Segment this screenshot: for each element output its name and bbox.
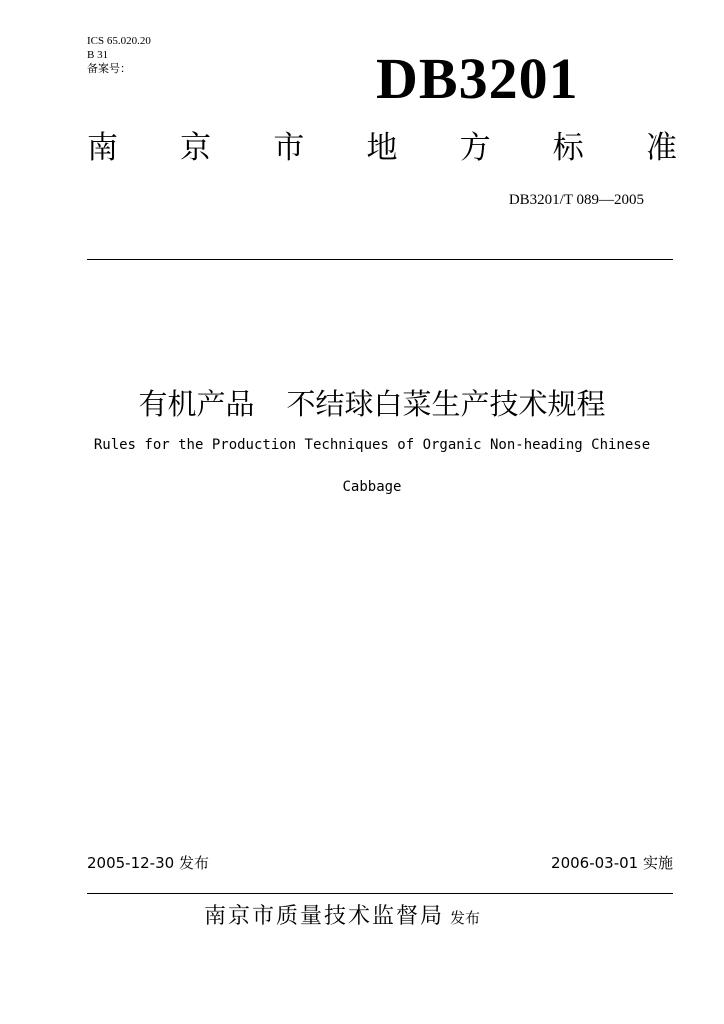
- chinese-title-part2: 不结球白菜生产技术规程: [286, 387, 606, 421]
- top-divider: [87, 259, 673, 260]
- bottom-divider: [87, 893, 673, 894]
- chinese-title: [0, 382, 724, 426]
- english-title-line2: Cabbage: [342, 479, 402, 495]
- issuer-organization: 南京市质量技术监督局: [204, 904, 445, 929]
- filing-number-label: 备案号：: [87, 63, 131, 75]
- standard-type-char: 市: [273, 130, 305, 166]
- standard-number: DB3201/T 089—2005: [508, 192, 644, 208]
- standard-type-char: 方: [459, 130, 491, 166]
- issuer: [204, 900, 480, 935]
- issue-date: 2005-12-30 发布: [87, 854, 209, 872]
- standard-type-char: 准: [645, 130, 677, 166]
- standard-type-char: 标: [552, 130, 584, 166]
- standard-type-char: 京: [180, 130, 212, 166]
- standard-type-title: [87, 128, 677, 168]
- classification-block: [87, 34, 151, 76]
- chinese-title-part1: 有机产品: [138, 387, 255, 421]
- standard-code: DB3201: [376, 46, 579, 111]
- standard-type-char: 南: [87, 130, 118, 166]
- category-code: B 31: [87, 49, 109, 61]
- ics-code: ICS 65.020.20: [87, 35, 151, 47]
- implementation-date: 2006-03-01 实施: [551, 854, 673, 872]
- issuer-suffix: 发布: [450, 909, 481, 927]
- english-title-line1: Rules for the Production Techniques of Organic Non-heading Chinese: [93, 437, 651, 453]
- standard-type-char: 地: [366, 130, 398, 166]
